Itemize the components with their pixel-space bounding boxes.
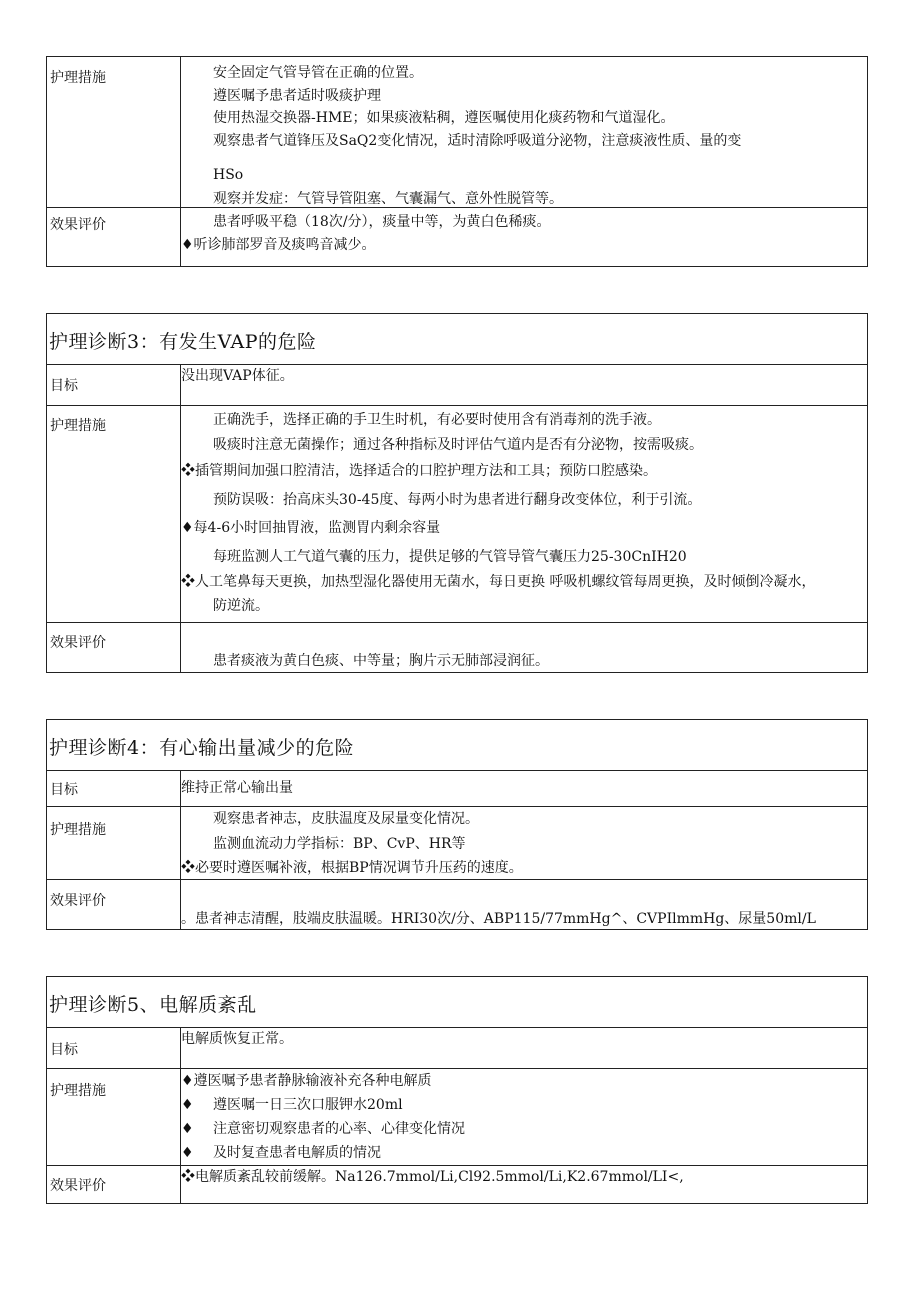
row-label-measures: 护理措施 [50, 418, 106, 434]
goal-text: 没出现VAP体征。 [181, 368, 294, 384]
measure-item: 安全固定气管导管在正确的位置。 [213, 65, 423, 81]
measure-item: ❖人工笔鼻每天更换，加热型湿化器使用无菌水，每日更换 呼吸机螺纹管每周更换，及时倾倒冷凝水， [181, 574, 816, 590]
care-table-3 [46, 719, 868, 930]
measure-item: ♦遵医嘱予患者静脉输液补充各种电解质 [181, 1073, 432, 1089]
care-table-1 [46, 56, 868, 267]
row-label-measures: 护理措施 [50, 822, 106, 838]
measure-item: 遵医嘱一日三次口服钾水20ml [213, 1097, 403, 1113]
row-label-evaluation: 效果评价 [50, 893, 106, 909]
row-label-measures: 护理措施 [50, 70, 106, 86]
goal-text: 电解质恢复正常。 [181, 1031, 293, 1047]
measure-item: 吸痰时注意无菌操作；通过各种指标及时评估气道内是否有分泌物，按需吸痰。 [213, 437, 703, 453]
measure-item: 预防误吸：抬高床头30-45度、每两小时为患者进行翻身改变体位，利于引流。 [213, 492, 702, 508]
measure-item: 每班监测人工气道气囊的压力，提供足够的气管导管气囊压力25-30CnIH20 [213, 549, 687, 565]
measure-item: HSo [213, 167, 244, 183]
measure-item: 正确洗手，选择正确的手卫生时机，有必要时使用含有消毒剂的洗手液。 [213, 412, 661, 428]
diagnosis-title-row [47, 314, 867, 364]
measures-row [47, 405, 867, 622]
measure-item: 遵医嘱予患者适时吸痰护理 [213, 88, 381, 104]
measure-item: ❖必要时遵医嘱补液，根据BP情况调节升压药的速度。 [181, 860, 523, 876]
care-table-4 [46, 976, 868, 1204]
row-label-goal: 目标 [50, 782, 78, 798]
evaluation-text: 。患者神志清醒，肢端皮肤温暖。HRI30次/分、ABP115/77mmHg^、CVPIlmmHg、尿量50ml∕L [181, 911, 816, 927]
measure-item: 监测血流动力学指标：BP、CvP、HR等 [213, 836, 466, 852]
measure-item: 观察患者神志，皮肤温度及尿量变化情况。 [213, 811, 479, 827]
measure-item: 使用热湿交换器-HME；如果痰液粘稠，遵医嘱使用化痰药物和气道湿化。 [213, 110, 675, 126]
evaluation-text: 患者痰液为黄白色痰、中等量；胸片示无肺部浸润征。 [213, 653, 549, 669]
measure-item: 观察患者气道锋压及SaQ2变化情况，适时清除呼吸道分泌物，注意痰液性质、量的变 [213, 133, 742, 149]
diagnosis-title: 护理诊断5、电解质紊乱 [49, 994, 257, 1016]
row-label-evaluation: 效果评价 [50, 1178, 106, 1194]
goal-row [47, 770, 867, 806]
measure-item: ❖插管期间加强口腔清洁，选择适合的口腔护理方法和工具；预防口腔感染。 [181, 463, 657, 479]
row-label-measures: 护理措施 [50, 1083, 106, 1099]
diagnosis-title: 护理诊断3：有发生VAP的危险 [49, 331, 317, 353]
bullet-icon: ♦ [181, 1121, 194, 1137]
care-table-2 [46, 313, 868, 673]
goal-row [47, 1027, 867, 1068]
evaluation-text: 患者呼吸平稳（18次/分），痰量中等，为黄白色稀痰。 [213, 214, 551, 230]
evaluation-row [47, 622, 867, 672]
diagnosis-title-row [47, 977, 867, 1027]
measure-item: 及时复查患者电解质的情况 [213, 1145, 381, 1161]
row-label-evaluation: 效果评价 [50, 635, 106, 651]
row-label-evaluation: 效果评价 [50, 217, 106, 233]
bullet-icon: ♦ [181, 1145, 194, 1161]
measure-item: 观察并发症：气管导管阻塞、气囊漏气、意外性脱管等。 [213, 191, 563, 207]
diagnosis-title: 护理诊断4：有心输出量减少的危险 [49, 737, 355, 759]
measures-row [47, 1068, 867, 1165]
measures-row [47, 57, 867, 207]
evaluation-text: ❖电解质紊乱较前缓解。Na126.7mmol/Li,Cl92.5mmol/Li,K2.67mmol/LI<, [181, 1169, 684, 1185]
row-label-goal: 目标 [50, 378, 78, 394]
measures-row [47, 806, 867, 879]
goal-text: 维持正常心输出量 [181, 780, 293, 796]
row-label-goal: 目标 [50, 1042, 78, 1058]
diagnosis-title-row [47, 720, 867, 770]
evaluation-text: ♦听诊肺部罗音及痰鸣音减少。 [181, 237, 376, 253]
measure-item: ♦每4-6小时回抽胃液，监测胃内剩余容量 [181, 520, 441, 536]
evaluation-row [47, 207, 867, 266]
evaluation-row [47, 879, 867, 929]
evaluation-row [47, 1165, 867, 1203]
goal-row [47, 364, 867, 405]
measure-item: 防逆流。 [213, 598, 269, 614]
measure-item: 注意密切观察患者的心率、心律变化情况 [213, 1121, 465, 1137]
bullet-icon: ♦ [181, 1097, 194, 1113]
